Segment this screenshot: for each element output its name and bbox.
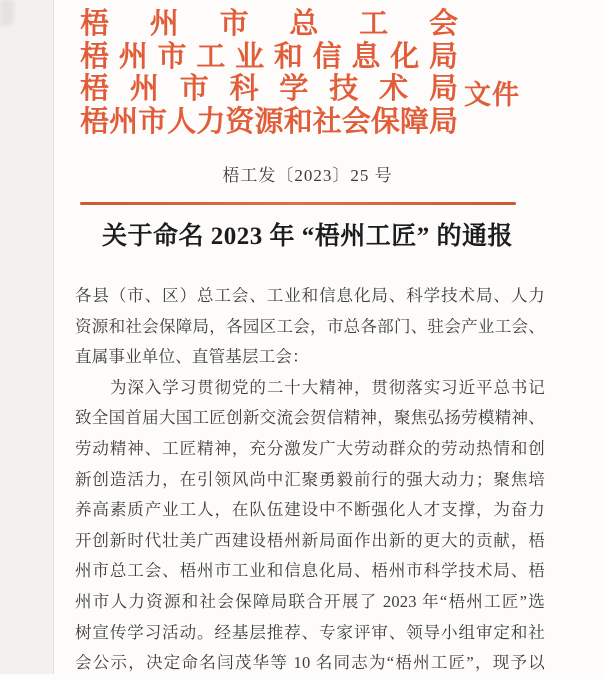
scan-corner-smudge xyxy=(0,0,14,26)
salutation-line: 直属事业单位、直管基层工会： xyxy=(75,347,309,367)
document-body xyxy=(75,281,545,679)
red-divider-line xyxy=(80,202,516,205)
body-text-line: 开创新时代壮美广西建设梧州新局面作出新的更大的贡献，梧 xyxy=(75,530,545,550)
body-text-line: 为深入学习贯彻党的二十大精神，贯彻落实习近平总书记 xyxy=(110,377,545,397)
document-title: 关于命名 2023 年 “梧州工匠” 的通报 xyxy=(101,223,513,250)
agency-name-federation-of-trade-unions: 梧州市总工会 xyxy=(80,8,458,40)
body-text-line: 州市总工会、梧州市工业和信息化局、梧州市科学技术局、梧 xyxy=(75,561,545,581)
body-text-line: 致全国首届大国工匠创新交流会贺信精神，聚焦弘扬劳模精神、 xyxy=(75,408,545,428)
salutation-line: 资源和社会保障局，各园区工会，市总各部门、驻会产业工会、 xyxy=(75,316,545,336)
body-text-line: 新创造活力，在引领风尚中汇聚勇毅前行的强大动力；聚焦培 xyxy=(75,469,545,489)
body-text-line: 养高素质产业工人，在队伍建设中不断强化人才支撑，为奋力 xyxy=(75,500,545,520)
body-text-line: 劳动精神、工匠精神，充分激发广大劳动群众的劳动热情和创 xyxy=(75,438,545,458)
body-text-line: 树宣传学习活动。经基层推荐、专家评审、领导小组审定和社 xyxy=(75,622,545,642)
letterhead-agency-block xyxy=(80,8,458,138)
body-text-line: 州市人力资源和社会保障局联合开展了 2023 年“梧州工匠”选 xyxy=(75,591,545,611)
salutation-line: 各县（市、区）总工会、工业和信息化局、科学技术局、人力 xyxy=(75,286,545,305)
document-reference-number: 梧工发〔2023〕25 号 xyxy=(222,166,393,185)
body-text-line: 会公示，决定命名闫茂华等 10 名同志为“梧州工匠”，现予以 xyxy=(75,653,545,673)
document-label: 文件 xyxy=(464,80,520,110)
agency-name-industry-information-bureau: 梧州市工业和信息化局 xyxy=(80,40,458,73)
agency-name-science-technology-bureau: 梧州市科学技术局 xyxy=(80,73,458,105)
scan-left-margin xyxy=(0,0,54,674)
agency-name-human-resources-bureau: 梧州市人力资源和社会保障局 xyxy=(80,105,458,138)
